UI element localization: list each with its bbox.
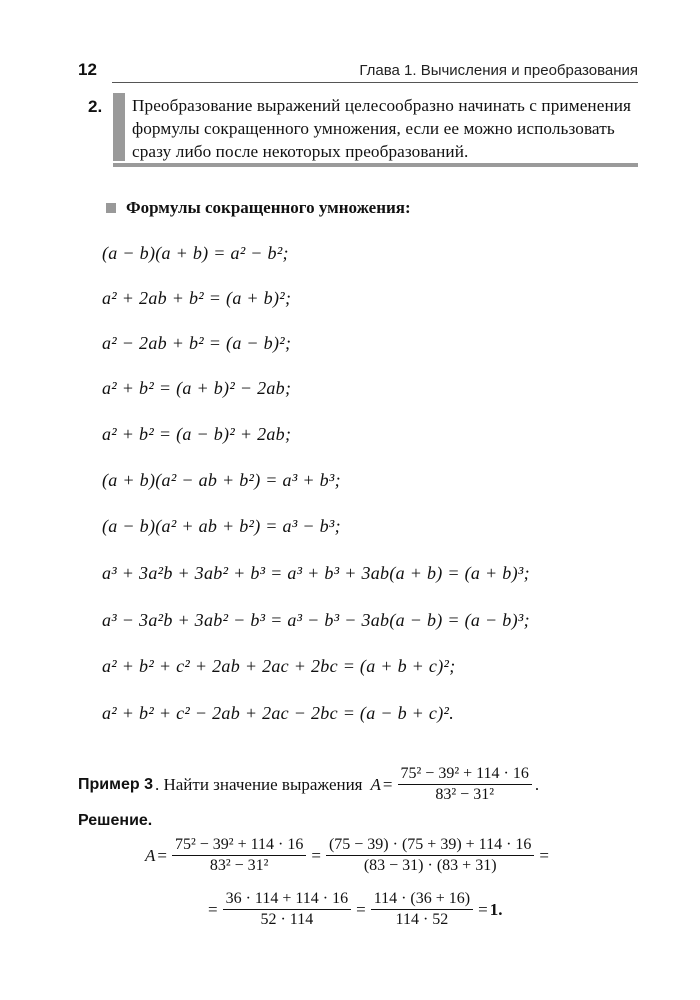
example-3 bbox=[78, 765, 539, 804]
formula-5: a² + b² = (a − b)² + 2ab; bbox=[102, 424, 292, 444]
formula-8: a³ + 3a²b + 3ab² + b³ = a³ + b³ + 3ab(a + b) = (a + b)³; bbox=[102, 563, 530, 583]
solution-fraction-1-numerator: 75² − 39² + 114 · 16 bbox=[172, 836, 306, 856]
solution-equals-1: = bbox=[157, 845, 167, 865]
formula-6: (a + b)(a² − ab + b²) = a³ + b³; bbox=[102, 470, 341, 490]
example-label: Пример 3 bbox=[78, 775, 153, 793]
formula-11: a² + b² + c² − 2ab + 2ac − 2bc = (a − b + c)². bbox=[102, 703, 455, 723]
example-denominator: 83² − 31² bbox=[435, 786, 494, 803]
solution-fraction-3-denominator: 52 · 114 bbox=[260, 911, 314, 928]
example-var: A bbox=[370, 774, 381, 794]
note-bottom-rule bbox=[113, 163, 638, 167]
chapter-title: Глава 1. Вычисления и преобразования bbox=[359, 62, 638, 79]
formula-4: a² + b² = (a + b)² − 2ab; bbox=[102, 378, 292, 398]
formula-10: a² + b² + c² + 2ab + 2ac + 2bc = (a + b + c)²; bbox=[102, 656, 456, 676]
solution-equals-2: = bbox=[311, 845, 321, 865]
formula-1: (a − b)(a + b) = a² − b²; bbox=[102, 243, 289, 263]
formula-7: (a − b)(a² + ab + b²) = a³ − b³; bbox=[102, 516, 341, 536]
solution-var: A bbox=[145, 845, 156, 865]
solution-fraction-2-denominator: (83 − 31) · (83 + 31) bbox=[363, 857, 497, 874]
note-text: Преобразование выражений целесообразно начинать с применения формулы сокращенного умножения, если ее можно использовать сразу либо после некоторых преобразований. bbox=[132, 96, 632, 161]
example-fraction bbox=[398, 765, 532, 804]
solution-fraction-2 bbox=[326, 836, 534, 875]
formula-9: a³ − 3a²b + 3ab² − b³ = a³ − b³ − 3ab(a − b) = (a − b)³; bbox=[102, 610, 530, 630]
solution-equals-4: = bbox=[208, 899, 218, 919]
solution-fraction-4-denominator: 114 · 52 bbox=[395, 911, 449, 928]
solution-fraction-1 bbox=[172, 836, 306, 875]
example-numerator: 75² − 39² + 114 · 16 bbox=[398, 765, 532, 785]
solution-fraction-1-denominator: 83² − 31² bbox=[209, 857, 269, 874]
formulas-heading bbox=[106, 198, 411, 218]
solution-fraction-4-numerator: 114 · (36 + 16) bbox=[371, 890, 473, 910]
solution-result: 1. bbox=[489, 899, 503, 919]
page-header bbox=[78, 60, 638, 82]
solution-line-1 bbox=[145, 836, 551, 875]
example-expression bbox=[371, 765, 540, 804]
note-side-bar bbox=[113, 93, 125, 161]
header-rule bbox=[112, 82, 638, 83]
formula-3: a² − 2ab + b² = (a − b)²; bbox=[102, 333, 292, 353]
solution-fraction-3 bbox=[223, 890, 352, 929]
solution-equals-3: = bbox=[539, 845, 549, 865]
square-bullet-icon bbox=[106, 203, 116, 213]
solution-fraction-3-numerator: 36 · 114 + 114 · 16 bbox=[223, 890, 352, 910]
solution-line-2 bbox=[206, 890, 502, 929]
page-number: 12 bbox=[78, 60, 97, 79]
example-text: . Найти значение выражения bbox=[154, 774, 363, 794]
note-number: 2. bbox=[88, 97, 103, 116]
solution-label: Решение. bbox=[78, 812, 153, 829]
solution-equals-6: = bbox=[478, 899, 488, 919]
example-period: . bbox=[534, 774, 540, 794]
formula-2: a² + 2ab + b² = (a + b)²; bbox=[102, 288, 292, 308]
example-equals: = bbox=[382, 774, 393, 794]
solution-fraction-4 bbox=[371, 890, 473, 929]
solution-equals-5: = bbox=[356, 899, 366, 919]
formulas-heading-text: Формулы сокращенного умножения: bbox=[126, 198, 411, 217]
solution-fraction-2-numerator: (75 − 39) · (75 + 39) + 114 · 16 bbox=[326, 836, 534, 856]
